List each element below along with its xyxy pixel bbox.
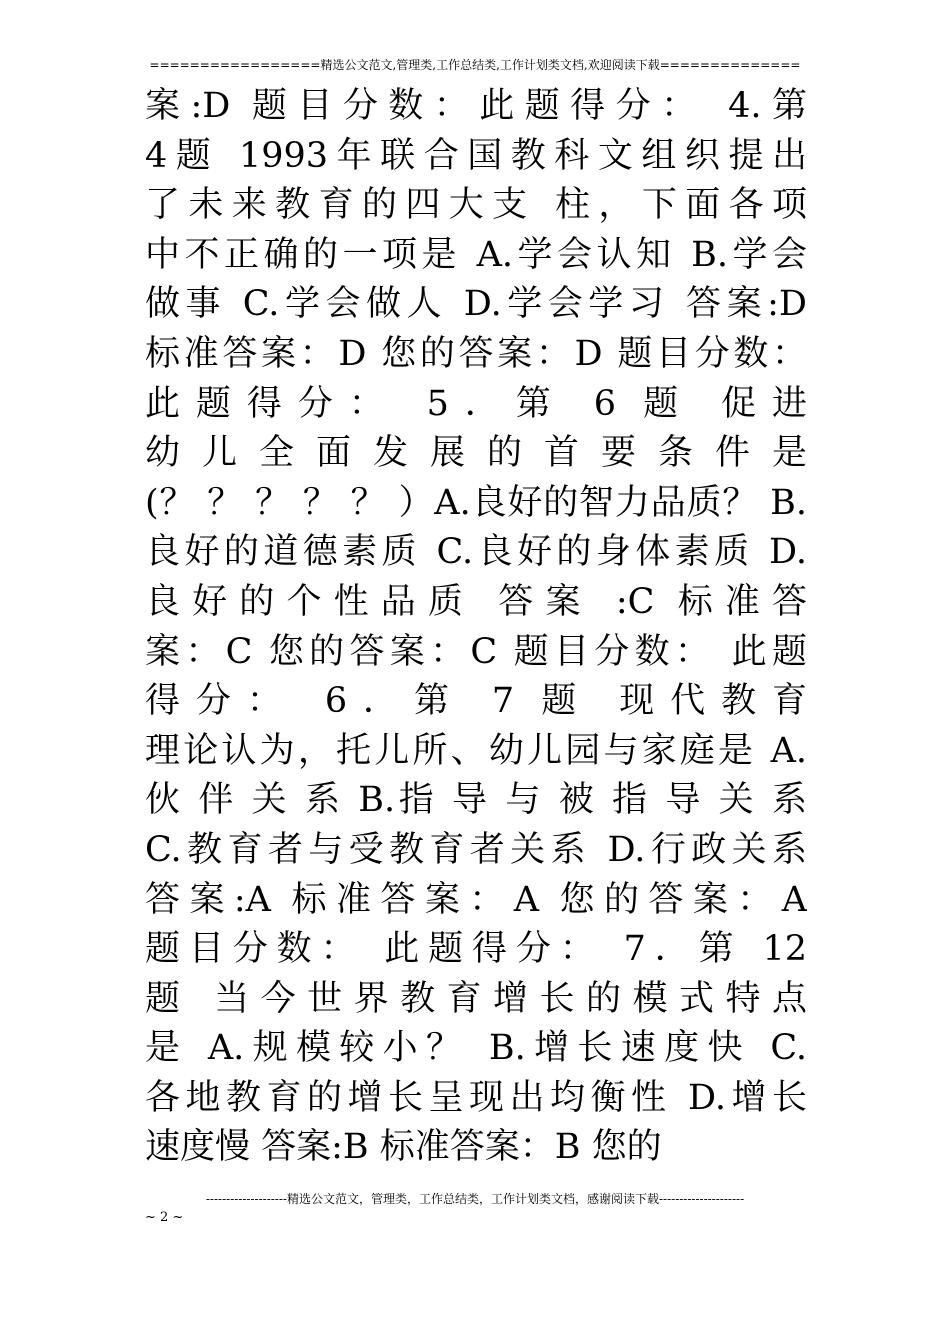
body-line: 题目分数： 此题得分： 7．第 12 [145, 929, 807, 970]
body-line: 此题得分： 5．第 6 题 促进 [145, 383, 807, 424]
body-line: 4题 1993年联合国教科文组织提出 [145, 135, 807, 176]
body-line: (？ ？ ？ ？ ？ ）A.良好的智力品质？ B. [145, 482, 807, 523]
body-line: 良好的道德素质 C.良好的身体素质 D. [145, 532, 807, 573]
body-line: 做事 C.学会做人 D.学会学习 答案:D [145, 284, 807, 325]
page-footer: --------------------精选公文范文，管理类，工作总结类，工作计划类文档，感谢阅读下载--------------------- [205, 1192, 745, 1206]
body-line: C.教育者与受教育者关系 D.行政关系 [145, 829, 807, 870]
page-header: =================精选公文范文,管理类,工作总结类,工作计划类文档,欢迎阅读下载============== [149, 58, 801, 72]
body-line: 速度慢 答案:B 标准答案：B 您的 [145, 1127, 662, 1168]
body-line: 答案:A 标准答案：A 您的答案：A [145, 879, 807, 920]
body-line: 了未来教育的四大支 柱，下面各项 [145, 185, 807, 226]
body-line: 各地教育的增长呈现出均衡性 D.增长 [145, 1077, 807, 1118]
body-line: 案:D 题目分数：此题得分： 4.第 [145, 86, 807, 126]
page-number: ~ 2 ~ [145, 1210, 184, 1225]
body-line: 得分： 6．第 7 题 现代教育 [145, 681, 807, 722]
body-line: 理论认为，托儿所、幼儿园与家庭是 A. [145, 730, 807, 771]
document-body [145, 82, 807, 1173]
body-line: 题 当今世界教育增长的模式特点 [145, 978, 807, 1019]
body-line: 伙 伴 关 系 B.指 导 与 被 指 导 关 系 [145, 780, 807, 821]
body-line: 是 A.规模较小？ B.增长速度快 C. [145, 1028, 807, 1069]
body-line: 中不正确的一项是 A.学会认知 B.学会 [145, 234, 807, 275]
body-line: 幼 儿 全 面 发 展 的 首 要 条 件 是 [145, 433, 807, 474]
body-line: 良好的个性品质 答案 :C 标准答 [145, 581, 807, 622]
body-line: 案：C 您的答案：C 题目分数： 此题 [145, 631, 807, 672]
body-line: 标准答案：D 您的答案：D 题目分数： [145, 333, 807, 374]
